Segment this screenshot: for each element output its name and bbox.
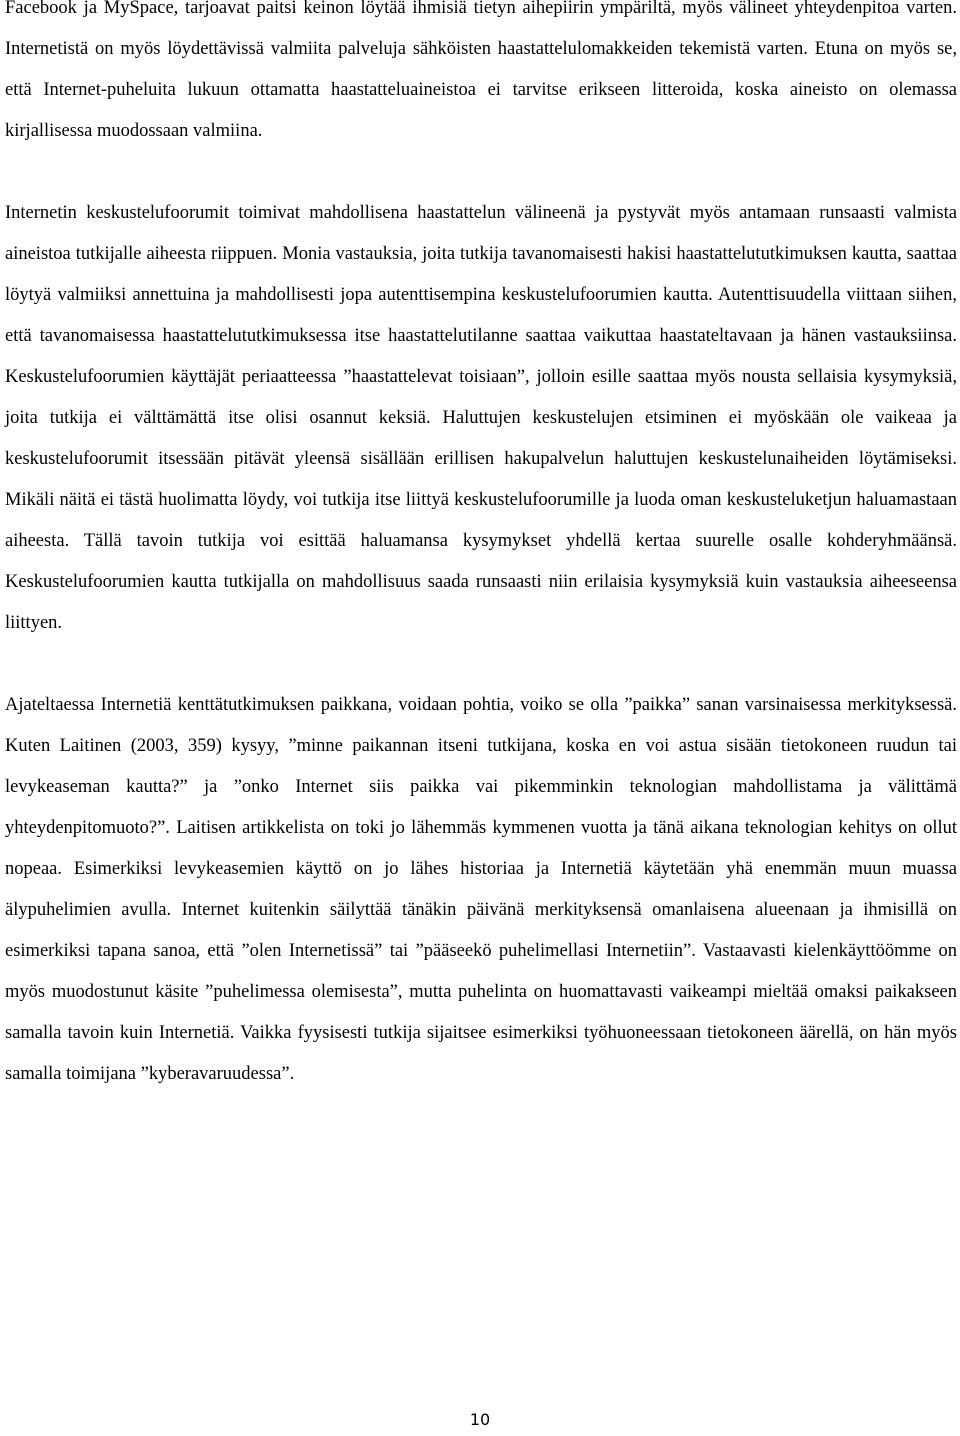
- paragraph-internet-as-place: Ajateltaessa Internetiä kenttätutkimuksen paikkana, voidaan pohtia, voiko se olla ”paikka” sanan varsinaisessa merkityksessä. Kuten Laitinen (2003, 359) kysyy, ”minne paikannan itseni tutkijana, koska en voi astua sisään tietokoneen ruudun tai levykeaseman kautta?” ja ”onko Internet siis paikka vai pikemminkin teknologian mahdollistama ja välittämä yhteydenpitomuoto?”. Laitisen artikkelista on toki jo lähemmäs kymmenen vuotta ja tänä aikana teknologian kehitys on ollut nopeaa. Esimerkiksi levykeasemien käyttö on jo lähes historiaa ja Internetiä käytetään yhä enemmän muun muassa älypuhelimien avulla. Internet kuitenkin säilyttää tänäkin päivänä merkityksensä omanlaisena alueenaan ja ihmisillä on esimerkiksi tapana sanoa, että ”olen Internetissä” tai ”pääseekö puhelimellasi Internetiin”. Vastaavasti kielenkäyttöömme on myös muodostunut käsite ”puhelimessa olemisesta”, mutta puhelinta on huomattavasti vaikeampi mieltää omaksi paikakseen samalla tavoin kuin Internetiä. Vaikka fyysisesti tutkija sijaitsee esimerkiksi työhuoneessaan tietokoneen äärellä, on hän myös samalla toimijana ”kyberavaruudessa”.: [5, 695, 957, 1084]
- document-page: [5, 0, 957, 1095]
- page-number: 10: [469, 1410, 491, 1429]
- paragraph-internet-services: Facebook ja MySpace, tarjoavat paitsi keinon löytää ihmisiä tietyn aihepiirin ympäriltä, myös välineet yhteydenpitoa varten. Internetistä on myös löydettävissä valmiita palveluja sähköisten haastattelulomakkeiden tekemistä varten. Etuna on myös se, että Internet-puheluita lukuun ottamatta haastatteluaineistoa ei tarvitse erikseen litteroida, koska aineisto on olemassa kirjallisessa muodossaan valmiina.: [5, 0, 957, 141]
- paragraph-discussion-forums: Internetin keskustelufoorumit toimivat mahdollisena haastattelun välineenä ja pystyvät myös antamaan runsaasti valmista aineistoa tutkijalle aiheesta riippuen. Monia vastauksia, joita tutkija tavanomaisesti hakisi haastattelututkimuksen kautta, saattaa löytyä valmiiksi annettuina ja mahdollisesti jopa autenttisempina keskustelufoorumien kautta. Autenttisuudella viittaan siihen, että tavanomaisessa haastattelututkimuksessa itse haastattelutilanne saattaa vaikuttaa haastateltavaan ja hänen vastauksiinsa. Keskustelufoorumien käyttäjät periaatteessa ”haastattelevat toisiaan”, jolloin esille saattaa myös nousta sellaisia kysymyksiä, joita tutkija ei välttämättä itse olisi osannut keksiä. Haluttujen keskustelujen etsiminen ei myöskään ole vaikeaa ja keskustelufoorumit itsessään pitävät yleensä sisällään erillisen hakupalvelun haluttujen keskustelunaiheiden löytämiseksi. Mikäli näitä ei tästä huolimatta löydy, voi tutkija itse liittyä keskustelufoorumille ja luoda oman keskusteluketjun haluamastaan aiheesta. Tällä tavoin tutkija voi esittää haluamansa kysymykset yhdellä kertaa suurelle osalle kohderyhmäänsä. Keskustelufoorumien kautta tutkijalla on mahdollisuus saada runsaasti niin erilaisia kysymyksiä kuin vastauksia aiheeseensa liittyen.: [5, 203, 957, 633]
